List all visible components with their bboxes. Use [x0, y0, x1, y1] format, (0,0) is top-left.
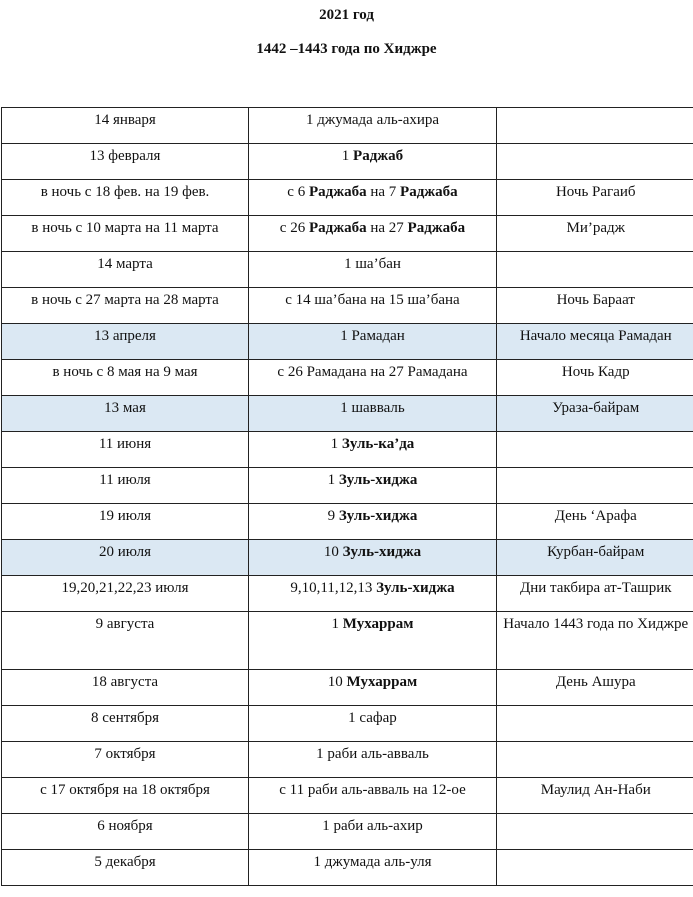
- hijri-date-text: 1 Рамадан: [340, 328, 405, 344]
- gregorian-date-cell: 13 апреля: [2, 324, 249, 360]
- event-cell: Ми’радж: [497, 216, 693, 252]
- calendar-row: [2, 778, 693, 814]
- hijri-date-text: с 14 ша’бана на 15 ша’бана: [285, 292, 460, 308]
- hijri-date-cell: [249, 252, 497, 288]
- hijri-date-text: 1: [330, 436, 342, 452]
- event-cell: [497, 468, 693, 504]
- hijri-month-name: Раджаба: [308, 220, 367, 236]
- hijri-date-text: с 11 раби аль-авваль на 12-ое: [279, 782, 466, 798]
- calendar-row: [2, 396, 693, 432]
- hijri-date-text: 1: [327, 472, 339, 488]
- gregorian-date-cell: 19,20,21,22,23 июля: [2, 576, 249, 612]
- hijri-month-name: Зуль-хиджа: [338, 472, 418, 488]
- gregorian-date-cell: 19 июля: [2, 504, 249, 540]
- hijri-date-cell: [249, 396, 497, 432]
- calendar-row: [2, 814, 693, 850]
- hijri-date-text: с 6: [287, 184, 309, 200]
- event-cell: День ‘Арафа: [497, 504, 693, 540]
- gregorian-date-cell: 18 августа: [2, 670, 249, 706]
- event-cell: Начало 1443 года по Хиджре: [497, 612, 693, 670]
- hijri-month-name: Зуль-ка’да: [341, 436, 415, 452]
- hijri-date-text: 1 раби аль-ахир: [322, 818, 423, 834]
- hijri-date-cell: [249, 432, 497, 468]
- event-cell: Ночь Рагаиб: [497, 180, 693, 216]
- hijri-date-cell: [249, 850, 497, 886]
- calendar-row: [2, 216, 693, 252]
- calendar-row: [2, 360, 693, 396]
- event-cell: [497, 850, 693, 886]
- calendar-table: [1, 107, 693, 886]
- event-cell: [497, 814, 693, 850]
- calendar-row: [2, 576, 693, 612]
- hijri-date-text: 10: [327, 674, 347, 690]
- gregorian-date-cell: 11 июня: [2, 432, 249, 468]
- hijri-date-text: на 27: [366, 220, 408, 236]
- hijri-month-name: Раджаб: [353, 148, 404, 164]
- gregorian-date-cell: в ночь с 27 марта на 28 марта: [2, 288, 249, 324]
- hijri-date-text: 10: [323, 544, 343, 560]
- event-cell: [497, 144, 693, 180]
- calendar-row: [2, 670, 693, 706]
- gregorian-date-cell: 14 января: [2, 108, 249, 144]
- hijri-date-text: 9,10,11,12,13: [290, 580, 377, 596]
- hijri-date-cell: [249, 468, 497, 504]
- event-cell: [497, 108, 693, 144]
- calendar-row: [2, 252, 693, 288]
- event-cell: [497, 742, 693, 778]
- hijri-date-cell: [249, 108, 497, 144]
- gregorian-date-cell: в ночь с 8 мая на 9 мая: [2, 360, 249, 396]
- calendar-row: [2, 742, 693, 778]
- hijri-date-text: с 26: [279, 220, 309, 236]
- gregorian-date-cell: 7 октября: [2, 742, 249, 778]
- hijri-date-cell: [249, 360, 497, 396]
- hijri-date-text: 9: [327, 508, 339, 524]
- hijri-month-name: Раджаба: [407, 220, 466, 236]
- hijri-date-text: 1: [331, 616, 343, 632]
- gregorian-date-cell: 9 августа: [2, 612, 249, 670]
- gregorian-date-cell: 6 ноября: [2, 814, 249, 850]
- hijri-month-name: Раджаба: [308, 184, 367, 200]
- gregorian-date-cell: в ночь с 10 марта на 11 марта: [2, 216, 249, 252]
- hijri-date-text: 1: [341, 148, 354, 164]
- hijri-date-text: 1 сафар: [348, 710, 397, 726]
- hijri-date-cell: [249, 576, 497, 612]
- gregorian-date-cell: 11 июля: [2, 468, 249, 504]
- event-cell: [497, 432, 693, 468]
- hijri-date-cell: [249, 288, 497, 324]
- event-cell: День Ашура: [497, 670, 693, 706]
- calendar-row: [2, 108, 693, 144]
- hijri-years-title: 1442 –1443 года по Хиджре: [256, 41, 437, 57]
- hijri-month-name: Мухаррам: [346, 674, 418, 690]
- event-cell: Ночь Бараат: [497, 288, 693, 324]
- hijri-month-name: Зуль-хиджа: [338, 508, 418, 524]
- hijri-month-name: Зуль-хиджа: [342, 544, 422, 560]
- calendar-body: [2, 108, 693, 886]
- hijri-date-cell: [249, 216, 497, 252]
- hijri-date-text: 1 раби аль-авваль: [316, 746, 429, 762]
- gregorian-date-cell: в ночь с 18 фев. на 19 фев.: [2, 180, 249, 216]
- calendar-row: [2, 288, 693, 324]
- calendar-row: [2, 612, 693, 670]
- event-cell: [497, 706, 693, 742]
- gregorian-date-cell: 13 февраля: [2, 144, 249, 180]
- hijri-date-cell: [249, 612, 497, 670]
- event-cell: Ураза-байрам: [497, 396, 693, 432]
- hijri-date-text: с 26 Рамадана на 27 Рамадана: [277, 364, 468, 380]
- hijri-date-cell: [249, 324, 497, 360]
- calendar-row: [2, 850, 693, 886]
- year-title: 2021 год: [319, 7, 374, 23]
- gregorian-date-cell: 5 декабря: [2, 850, 249, 886]
- hijri-date-cell: [249, 706, 497, 742]
- hijri-date-cell: [249, 144, 497, 180]
- event-cell: Начало месяца Рамадан: [497, 324, 693, 360]
- calendar-row: [2, 504, 693, 540]
- hijri-date-cell: [249, 670, 497, 706]
- event-cell: Ночь Кадр: [497, 360, 693, 396]
- hijri-date-cell: [249, 814, 497, 850]
- hijri-date-text: 1 джумада аль-ахира: [305, 112, 440, 128]
- hijri-month-name: Зуль-хиджа: [376, 580, 455, 596]
- hijri-month-name: Раджаба: [400, 184, 458, 200]
- calendar-row: [2, 706, 693, 742]
- calendar-row: [2, 324, 693, 360]
- hijri-date-cell: [249, 742, 497, 778]
- hijri-date-text: 1 джумада аль-уля: [313, 854, 432, 870]
- event-cell: Курбан-байрам: [497, 540, 693, 576]
- hijri-month-name: Мухаррам: [342, 616, 414, 632]
- calendar-row: [2, 468, 693, 504]
- gregorian-date-cell: 14 марта: [2, 252, 249, 288]
- calendar-row: [2, 432, 693, 468]
- hijri-date-cell: [249, 180, 497, 216]
- hijri-date-cell: [249, 504, 497, 540]
- event-cell: [497, 252, 693, 288]
- calendar-row: [2, 540, 693, 576]
- hijri-date-text: на 7: [366, 184, 401, 200]
- hijri-date-text: 1 шавваль: [340, 400, 405, 416]
- hijri-date-cell: [249, 778, 497, 814]
- gregorian-date-cell: с 17 октября на 18 октября: [2, 778, 249, 814]
- hijri-date-text: 1 ша’бан: [344, 256, 401, 272]
- gregorian-date-cell: 8 сентября: [2, 706, 249, 742]
- event-cell: Дни такбира ат-Ташрик: [497, 576, 693, 612]
- event-cell: Маулид Ан-Наби: [497, 778, 693, 814]
- calendar-row: [2, 144, 693, 180]
- hijri-date-cell: [249, 540, 497, 576]
- gregorian-date-cell: 20 июля: [2, 540, 249, 576]
- gregorian-date-cell: 13 мая: [2, 396, 249, 432]
- calendar-row: [2, 180, 693, 216]
